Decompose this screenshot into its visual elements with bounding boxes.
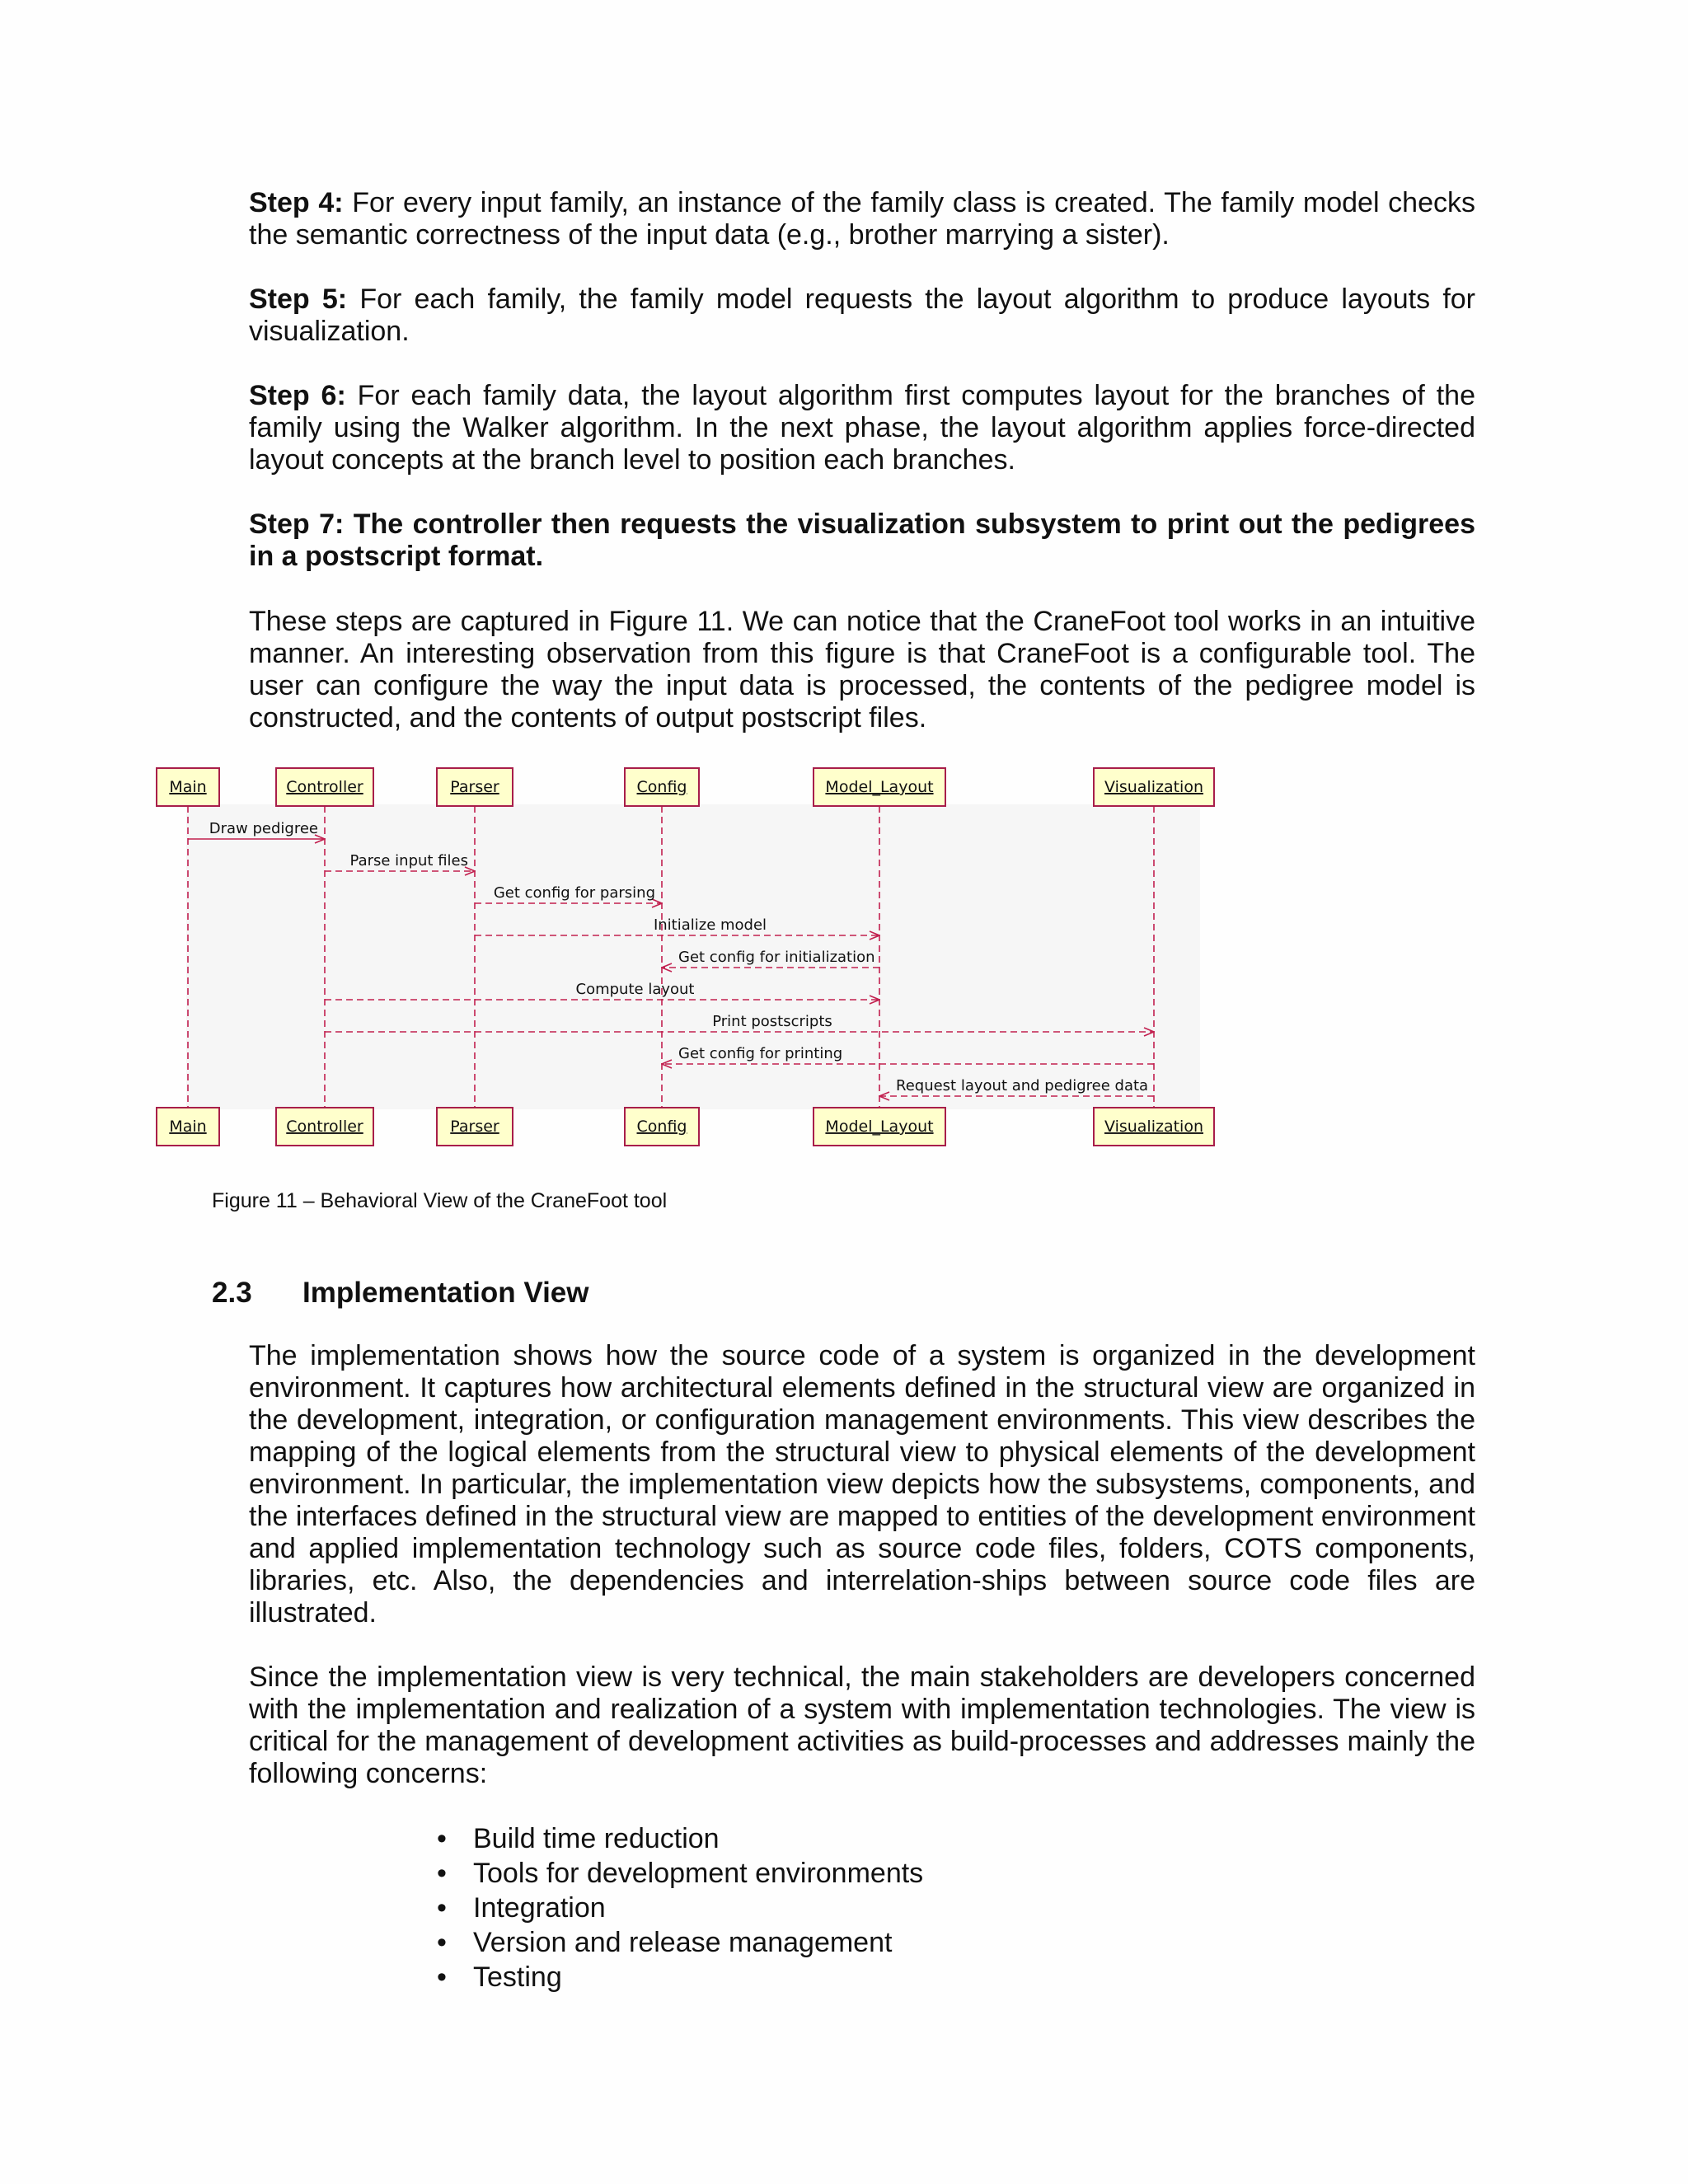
lifeline-label-parser-top: Parser	[450, 778, 499, 796]
list-item	[437, 1856, 923, 1891]
step-text: The controller then requests the visualization subsystem to print out the pedigrees in a postscript format.	[249, 509, 1475, 572]
list-item-text: Testing	[473, 1961, 562, 1993]
list-item	[437, 1925, 923, 1960]
bullet-icon: •	[437, 1927, 447, 1958]
message-label: Initialize model	[653, 916, 767, 934]
step-label: Step 6:	[249, 380, 346, 411]
sequence-diagram	[153, 763, 1225, 1155]
lifeline-label-model-layout-bottom: Model_Layout	[825, 1118, 934, 1136]
message-label: Print postscripts	[712, 1013, 832, 1030]
bullet-icon: •	[437, 1858, 447, 1889]
lifeline-label-main-bottom: Main	[169, 1118, 207, 1136]
step-4-paragraph	[249, 187, 1475, 251]
message-label: Get config for printing	[678, 1045, 843, 1062]
step-7-paragraph	[249, 509, 1475, 573]
message-label: Get config for initialization	[678, 949, 875, 966]
implementation-paragraph-1: The implementation shows how the source code of a system is organized in the development environment. It captures how architectural elements defined in the structural view are organized in the development, integration, or configuration management environments. This view describes the mapping of the logical elements from the structural view to physical elements of the development environment. In particular, the implementation view depicts how the subsystems, components, and the interfaces defined in the structural view are mapped to entities of the development environment and applied implementation technology such as source code files, folders, COTS components, libraries, etc. Also, the dependencies and interrelation-ships between source code files are illustrated.	[249, 1340, 1475, 1629]
section-heading	[212, 1276, 589, 1310]
message-label: Get config for parsing	[493, 884, 655, 902]
lifeline-label-parser-bottom: Parser	[450, 1118, 499, 1136]
message-label: Parse input files	[349, 852, 468, 869]
figure-caption: Figure 11 – Behavioral View of the CraneFoot tool	[212, 1189, 668, 1212]
step-text: For each family, the family model requests the layout algorithm to produce layouts for visualization.	[249, 284, 1475, 347]
step-label: Step 4:	[249, 187, 344, 218]
list-item-text: Integration	[473, 1892, 606, 1924]
step-5-paragraph	[249, 284, 1475, 348]
step-label: Step 5:	[249, 284, 348, 315]
list-item-text: Tools for development environments	[473, 1858, 924, 1889]
step-6-paragraph	[249, 380, 1475, 476]
lifeline-label-main-top: Main	[169, 778, 207, 796]
concerns-list	[437, 1821, 923, 1994]
lifeline-label-visualization-top: Visualization	[1104, 778, 1204, 796]
step-text: For every input family, an instance of the family class is created. The family model checks the semantic correctness of the input data (e.g., brother marrying a sister).	[249, 187, 1475, 251]
lifeline-label-controller-top: Controller	[286, 778, 363, 796]
implementation-paragraph-2: Since the implementation view is very technical, the main stakeholders are developers concerned with the implementation and realization of a system with implementation technologies. The view is critical for the management of development activities as build-processes and addresses mainly the following concerns:	[249, 1661, 1475, 1789]
bullet-icon: •	[437, 1892, 447, 1924]
step-text: For each family data, the layout algorithm first computes layout for the branches of the family using the Walker algorithm. In the next phase, the layout algorithm applies force-directed layout concepts at the branch level to position each branches.	[249, 380, 1475, 476]
list-item	[437, 1821, 923, 1856]
intro-paragraph: These steps are captured in Figure 11. We can notice that the CraneFoot tool works in an intuitive manner. An interesting observation from this figure is that CraneFoot is a configurable tool. The user can configure the way the input data is processed, the contents of the pedigree model is constructed, and the contents of output postscript files.	[249, 606, 1475, 733]
bullet-icon: •	[437, 1961, 447, 1993]
list-item	[437, 1891, 923, 1925]
list-item	[437, 1960, 923, 1994]
list-item-text: Version and release management	[473, 1927, 893, 1958]
list-item-text: Build time reduction	[473, 1823, 720, 1854]
section-title: Implementation View	[302, 1277, 589, 1309]
lifeline-label-config-bottom: Config	[636, 1118, 687, 1136]
message-label: Draw pedigree	[209, 820, 318, 837]
lifeline-label-controller-bottom: Controller	[286, 1118, 363, 1136]
section-number: 2.3	[212, 1277, 252, 1309]
message-label: Request layout and pedigree data	[896, 1077, 1149, 1094]
lifeline-label-visualization-bottom: Visualization	[1104, 1118, 1204, 1136]
lifeline-label-model-layout-top: Model_Layout	[825, 778, 934, 796]
lifeline-label-config-top: Config	[636, 778, 687, 796]
message-label: Compute layout	[575, 981, 695, 998]
bullet-icon: •	[437, 1823, 447, 1854]
step-label: Step 7:	[249, 509, 345, 540]
